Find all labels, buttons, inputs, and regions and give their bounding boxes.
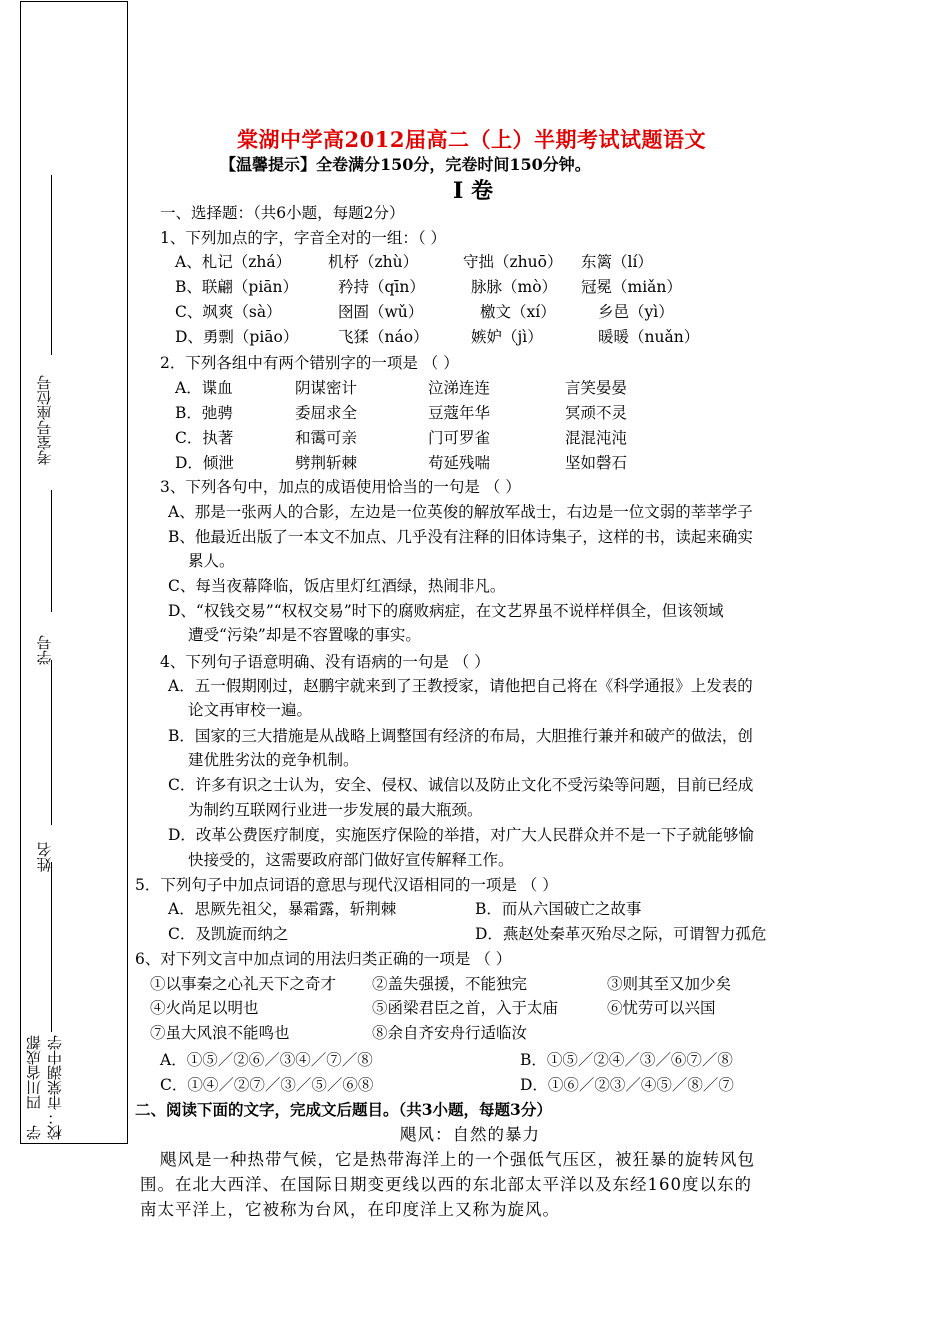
q4-option-a: A．五一假期刚过，赵鹏宇就来到了王教授家，请他把自己将在《科学通报》上发表的 <box>168 677 753 695</box>
q6-stem: 6、对下列文言中加点词的用法归类正确的一项是 （ ） <box>135 950 512 968</box>
school-underline <box>51 862 52 1032</box>
q2-a-1: A．谍血 <box>175 379 233 397</box>
q6-item-3: ③则其至又加少矣 <box>607 975 732 993</box>
q3-option-d-cont: 遭受“污染”却是不容置喙的事实。 <box>188 626 421 644</box>
q2-d-4: 坚如磬石 <box>565 454 628 472</box>
q2-c-1: C．执著 <box>175 429 234 447</box>
q2-c-3: 门可罗雀 <box>428 429 491 447</box>
article-para-line-3: 南太平洋上，它被称为台风，在印度洋上又称为旋风。 <box>140 1200 560 1219</box>
q3-option-b: B、他最近出版了一本文不加点、几乎没有注释的旧体诗集子，这样的书，读起来确实 <box>168 528 753 546</box>
q6-item-5: ⑤函梁君臣之首，入于太庙 <box>372 999 559 1017</box>
q5-option-d: D．燕赵处秦革灭殆尽之际，可谓智力孤危 <box>475 925 767 943</box>
q1-b-4: 冠冕（miǎn） <box>581 278 682 296</box>
q6-item-1: ①以事秦之心礼天下之奇才 <box>150 975 337 993</box>
q2-d-1: D．倾泄 <box>175 454 234 472</box>
q3-option-c: C、每当夜幕降临，饭店里灯红酒绿，热闹非凡。 <box>168 577 506 595</box>
q2-a-3: 泣涕连连 <box>428 379 491 397</box>
q2-a-2: 阴谋密计 <box>295 379 358 397</box>
name-underline <box>51 660 52 825</box>
q3-option-a: A、那是一张两人的合影，左边是一位英俊的解放军战士，右边是一位文弱的莘莘学子 <box>168 503 753 521</box>
name-label: 姓名 <box>35 842 54 872</box>
q1-a-1: A、札记（zhá） <box>175 253 292 271</box>
q2-b-3: 豆蔻年华 <box>428 404 491 422</box>
q2-b-4: 冥顽不灵 <box>565 404 628 422</box>
q5-stem: 5．下列句子中加点词语的意思与现代汉语相同的一项是 （ ） <box>135 876 558 894</box>
q1-b-3: 脉脉（mò） <box>471 278 558 296</box>
q4-option-c: C．许多有识之士认为，安全、侵权、诚信以及防止文化不受污染等问题，目前已经成 <box>168 776 754 794</box>
q6-item-6: ⑥忧劳可以兴国 <box>607 999 716 1017</box>
q1-c-3: 檄文（xí） <box>480 303 556 321</box>
q1-c-2: 囹圄（wǔ） <box>338 303 424 321</box>
q1-c-1: C、飒爽（sà） <box>175 303 282 321</box>
article-para-line-2: 围。在北大西洋、在国际日期变更线以西的东北部太平洋以及东经160度以东的 <box>140 1175 752 1194</box>
q1-a-3: 守拙（zhuō） <box>463 253 563 271</box>
q3-option-d: D、“权钱交易”“权权交易”时下的腐败病症，在文艺界虽不说样样俱全，但该领域 <box>168 602 724 620</box>
seat-underline <box>51 175 52 355</box>
q6-option-a: A．①⑤／②⑥／③④／⑦／⑧ <box>160 1051 373 1069</box>
page-title: 棠湖中学高2012届高二（上）半期考试试题语文 <box>237 127 706 152</box>
q6-option-d: D．①⑥／②③／④⑤／⑧／⑦ <box>520 1076 734 1094</box>
q1-d-3: 嫉妒（jì） <box>471 328 543 346</box>
q1-c-4: 乡邑（yì） <box>598 303 674 321</box>
article-title: 飓风：自然的暴力 <box>400 1125 540 1144</box>
student-id-label: 学号 <box>35 635 54 665</box>
q3-stem: 3、下列各句中，加点的成语使用恰当的一句是 （ ） <box>160 478 521 496</box>
q1-a-4: 东篱（lí） <box>581 253 653 271</box>
q2-d-2: 劈荆斩棘 <box>295 454 358 472</box>
exam-tip: 【温馨提示】全卷满分150分，完卷时间150分钟。 <box>220 155 591 174</box>
q1-b-1: B、联翩（piān） <box>175 278 298 296</box>
q4-option-b: B．国家的三大措施是从战略上调整国有经济的布局，大胆推行兼并和破产的做法，创 <box>168 727 753 745</box>
article-para-line-1: 飓风是一种热带气候，它是热带海洋上的一个强低气压区，被狂暴的旋转风包 <box>160 1150 755 1169</box>
q4-option-c-cont: 为制约互联网行业进一步发展的最大瓶颈。 <box>188 801 483 819</box>
section1-heading: 一、选择题：（共6小题，每题2分） <box>160 204 405 222</box>
q2-c-2: 和霭可亲 <box>295 429 358 447</box>
binding-strip <box>20 1 128 1144</box>
volume-heading: Ⅰ 卷 <box>453 178 493 204</box>
q1-b-2: 矜持（qīn） <box>338 278 425 296</box>
q6-option-c: C．①④／②⑦／③／⑤／⑥⑧ <box>160 1076 374 1094</box>
q4-option-d-cont: 快接受的，这需要政府部门做好宣传解释工作。 <box>188 851 514 869</box>
q6-item-4: ④火尚足以明也 <box>150 999 259 1017</box>
q2-stem: 2．下列各组中有两个错别字的一项是 （ ） <box>160 354 459 372</box>
q6-item-8: ⑧余自齐安舟行适临汝 <box>372 1024 528 1042</box>
q5-option-c: C．及凯旋而纳之 <box>168 925 289 943</box>
q2-a-4: 言笑晏晏 <box>565 379 628 397</box>
q4-stem: 4、下列句子语意明确、没有语病的一句是 （ ） <box>160 653 490 671</box>
q5-option-a: A．思厥先祖父，暴霜露，斩荆棘 <box>168 900 397 918</box>
q1-a-2: 机杼（zhù） <box>328 253 419 271</box>
q1-d-2: 飞猱（náo） <box>338 328 429 346</box>
q2-b-2: 委屈求全 <box>295 404 358 422</box>
q6-item-2: ②盖失强援，不能独完 <box>372 975 528 993</box>
q6-item-7: ⑦虽大风浪不能鸣也 <box>150 1024 290 1042</box>
q2-d-3: 苟延残喘 <box>428 454 491 472</box>
q4-option-a-cont: 论文再审校一遍。 <box>188 701 313 719</box>
section2-heading: 二、阅读下面的文字，完成文后题目。（共3小题，每题3分） <box>135 1100 552 1119</box>
q1-d-4: 暖暖（nuǎn） <box>598 328 700 346</box>
seat-label: 考室号座位号 <box>35 375 54 465</box>
q3-option-b-cont: 累人。 <box>188 552 235 570</box>
q1-stem: 1、下列加点的字，字音全对的一组：（ ） <box>160 229 447 247</box>
id-underline <box>51 490 52 612</box>
q4-option-b-cont: 建优胜劣汰的竞争机制。 <box>188 751 359 769</box>
q5-option-b: B．而从六国破亡之故事 <box>475 900 642 918</box>
q2-b-1: B．弛骋 <box>175 404 233 422</box>
q6-option-b: B．①⑤／②④／③／⑥⑦／⑧ <box>520 1051 733 1069</box>
q2-c-4: 混混沌沌 <box>565 429 628 447</box>
q1-d-1: D、勇剽（piāo） <box>175 328 299 346</box>
school-label: 学校： 四川省成都市棠湖中学 <box>25 1035 64 1140</box>
q4-option-d: D．改革公费医疗制度，实施医疗保险的举措，对广大人民群众并不是一下子就能够愉 <box>168 826 754 844</box>
